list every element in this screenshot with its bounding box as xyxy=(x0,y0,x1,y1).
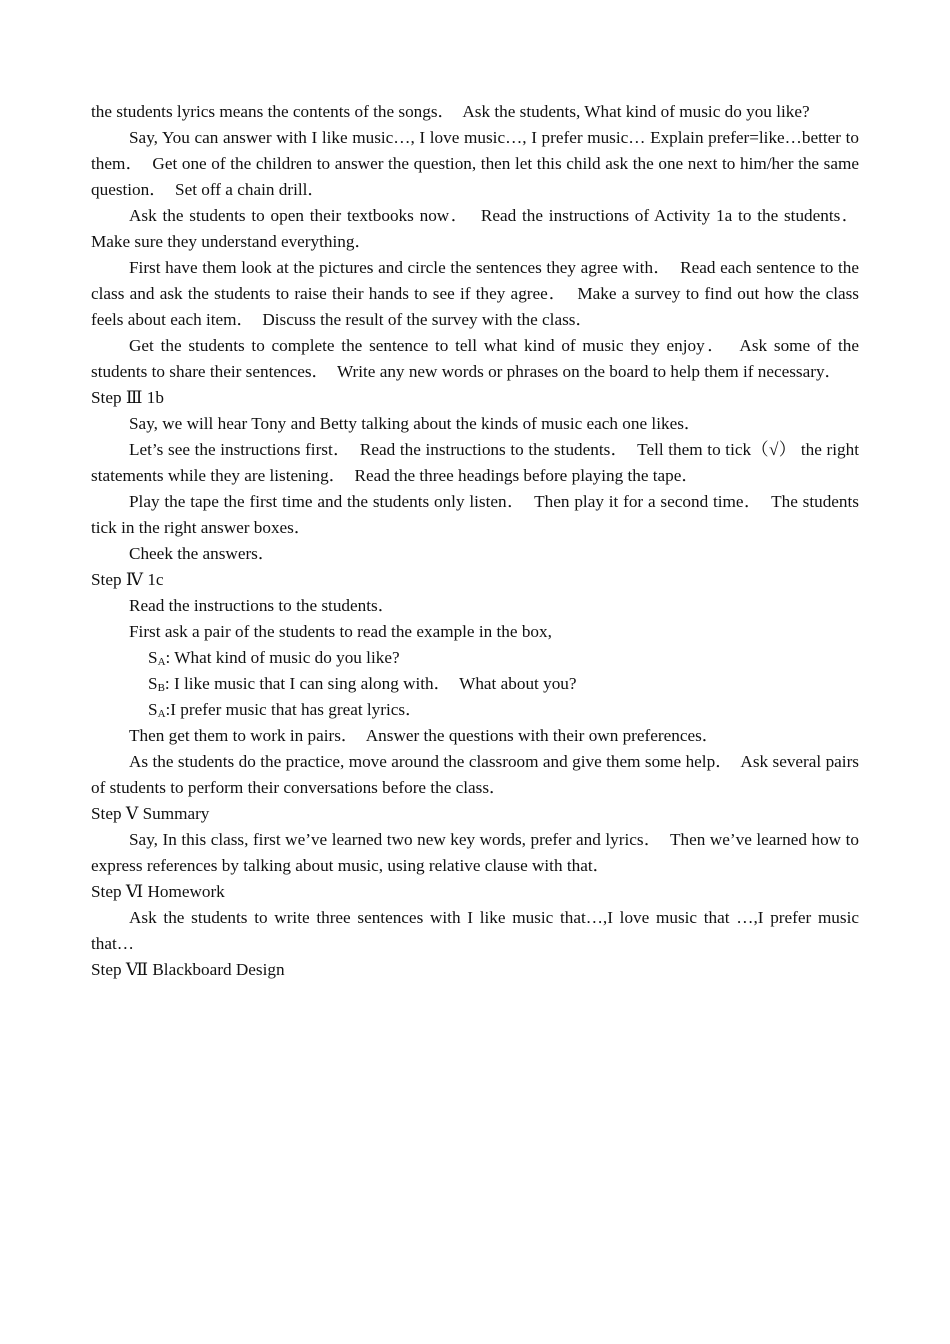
step-4-practice: As the students do the practice, move around the classroom and give them some help． Ask several pairs of students to perform their conversations before the class． xyxy=(91,752,864,797)
dialogue-line xyxy=(91,697,859,723)
step-4-example: First ask a pair of the students to read the example in the box, xyxy=(129,622,552,641)
step-4-instructions: Read the instructions to the students． xyxy=(129,596,395,615)
paragraph-open-textbooks: Ask the students to open their textbooks now． Read the instructions of Activity 1a to the students． Make sure they understand everything． xyxy=(91,206,868,251)
step-3-play-tape: Play the tape the first time and the students only listen． Then play it for a second time． The students tick in the right answer boxes． xyxy=(91,492,864,537)
paragraph-survey: First have them look at the pictures and circle the sentences they agree with． Read each sentence to the class and ask the students to raise their hands to see if they agree． Make a survey to find out how the class feels about each item． Discuss the result of the survey with the class． xyxy=(91,258,864,329)
speaker-subscript: A xyxy=(157,708,166,720)
speaker-label: S xyxy=(148,700,158,719)
speaker-subscript: B xyxy=(157,682,165,694)
speaker-subscript: A xyxy=(157,656,166,668)
step-5-summary: Say, In this class, first we’ve learned two new key words, prefer and lyrics． Then we’ve learned how to express references by talking about music, using relative clause with that． xyxy=(91,830,864,875)
paragraph-lyrics: the students lyrics means the contents of the songs． Ask the students, What kind of music do you like? xyxy=(91,102,810,121)
speaker-label: S xyxy=(148,674,158,693)
step-3-intro: Say, we will hear Tony and Betty talking about the kinds of music each one likes． xyxy=(129,414,702,433)
step-3-instructions: Let’s see the instructions first． Read the instructions to the students． Tell them to tick（√） the right statements while they are listening． Read the three headings before playing the tape． xyxy=(91,440,864,485)
speaker-label: S xyxy=(148,648,158,667)
paragraph-answer-prefer: Say, You can answer with I like music…, I love music…, I prefer music… Explain prefer=like…better to them． Get one of the children to answer the question, then let this child ask the one next to him/her the same question． Set off a chain drill． xyxy=(91,128,864,199)
step-6-homework: Ask the students to write three sentences with I like music that…,I love music that …,I prefer music that… xyxy=(91,908,864,953)
dialogue-text: :I prefer music that has great lyrics． xyxy=(165,700,423,719)
step-3-check: Cheek the answers． xyxy=(129,544,276,563)
step-6-heading: Step Ⅵ Homework xyxy=(91,882,225,901)
document-page xyxy=(91,99,868,983)
step-4-pairs: Then get them to work in pairs． Answer the questions with their own preferences． xyxy=(129,726,719,745)
step-7-heading: Step Ⅶ Blackboard Design xyxy=(91,960,285,979)
step-3-heading: Step Ⅲ 1b xyxy=(91,388,164,407)
dialogue-text: : What kind of music do you like? xyxy=(165,648,400,667)
step-4-heading: Step Ⅳ 1c xyxy=(91,570,164,589)
step-5-heading: Step Ⅴ Summary xyxy=(91,804,210,823)
dialogue-line xyxy=(91,671,859,697)
dialogue-text: : I like music that I can sing along with． What about you? xyxy=(164,674,577,693)
paragraph-complete-sentence: Get the students to complete the sentence to tell what kind of music they enjoy． Ask some of the students to share their sentences． Write any new words or phrases on the board to help them if necessary． xyxy=(91,336,864,381)
dialogue-line xyxy=(91,645,859,671)
